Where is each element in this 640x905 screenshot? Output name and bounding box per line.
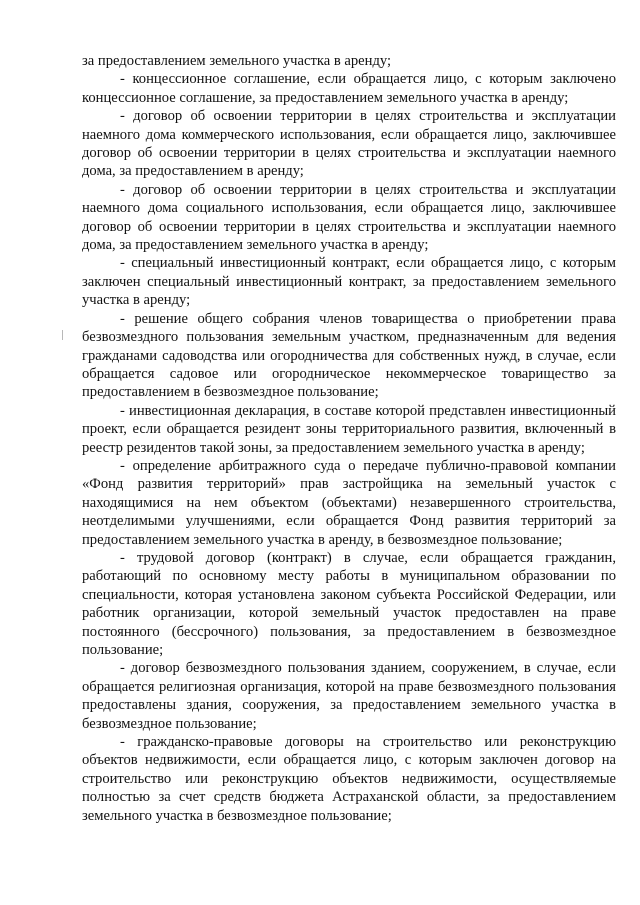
list-item-partnership-meeting-decision: - решение общего собрания членов товарищества о приобретении права безвозмездного пользования земельным участком, предназначенным для ведения гражданами садоводства или огородничества для собственных нужд, в случае, если обращается садовое или огородническое некоммерческое товарищество за предоставлением в безвозмездное пользование; xyxy=(82,310,616,401)
list-item-civil-construction-contracts: - гражданско-правовые договоры на строительство или реконструкцию объектов недвижимости, если обращается лицо, с которым заключен договор на строительство или реконструкцию объектов недвижимости, осуществляемые полностью за счет средств бюджета Астраханской области, за предоставлением земельного участка в безвозмездное пользование; xyxy=(82,734,616,824)
list-item-commercial-rental-house-agreement: - договор об освоении территории в целях строительства и эксплуатации наемного дома коммерческого использования, если обращается лицо, заключившее договор об освоении территории в целях строительства и эксплуатации наемного дома, за предоставлением в аренду; xyxy=(82,108,616,180)
list-item-employment-contract: - трудовой договор (контракт) в случае, если обращается гражданин, работающий по основному месту работы в муниципальном образовании по специальности, которая установлена законом субъекта Российской Федерации, или работник организации, которой земельный участок предоставлен на праве постоянного (бессрочного) пользования, за предоставлением в безвозмездное пользование; xyxy=(82,549,616,658)
list-item-concession-agreement: - концессионное соглашение, если обращается лицо, с которым заключено концессионное соглашение, за предоставлением земельного участка в аренду; xyxy=(82,71,616,106)
list-item-investment-declaration: - инвестиционная декларация, в составе которой представлен инвестиционный проект, если обращается резидент зоны территориального развития, включенный в реестр резидентов такой зоны, за предоставлением земельного участка в аренду; xyxy=(82,402,616,456)
list-item-free-use-agreement: - договор безвозмездного пользования зданием, сооружением, в случае, если обращается религиозная организация, которой на праве безвозмездного пользования предоставлены здания, сооружения, за предоставлением земельного участка в безвозмездное пользование; xyxy=(82,660,616,732)
scan-artifact-mark xyxy=(62,330,63,340)
list-item-social-rental-house-agreement: - договор об освоении территории в целях строительства и эксплуатации наемного дома социального использования, если обращается лицо, заключившее договор об освоении территории в целях строительства и эксплуатации наемного дома, за предоставлением земельного участка в аренду; xyxy=(82,181,616,254)
lead-fragment: за предоставлением земельного участка в аренду; xyxy=(82,53,392,69)
list-item-arbitration-court-ruling: - определение арбитражного суда о передаче публично-правовой компании «Фонд развития территорий» прав застройщика на земельный участок с находящимися на нем объектом (объектами) незавершенного строительства, неотделимыми улучшениями, если обращается Фонд развития территорий за предоставлением земельного участка в аренду, в безвозмездное пользование; xyxy=(82,457,616,548)
list-item-special-investment-contract: - специальный инвестиционный контракт, если обращается лицо, с которым заключен специальный инвестиционный контракт, за предоставлением земельного участка в аренду; xyxy=(82,255,616,309)
document-body xyxy=(82,52,616,825)
